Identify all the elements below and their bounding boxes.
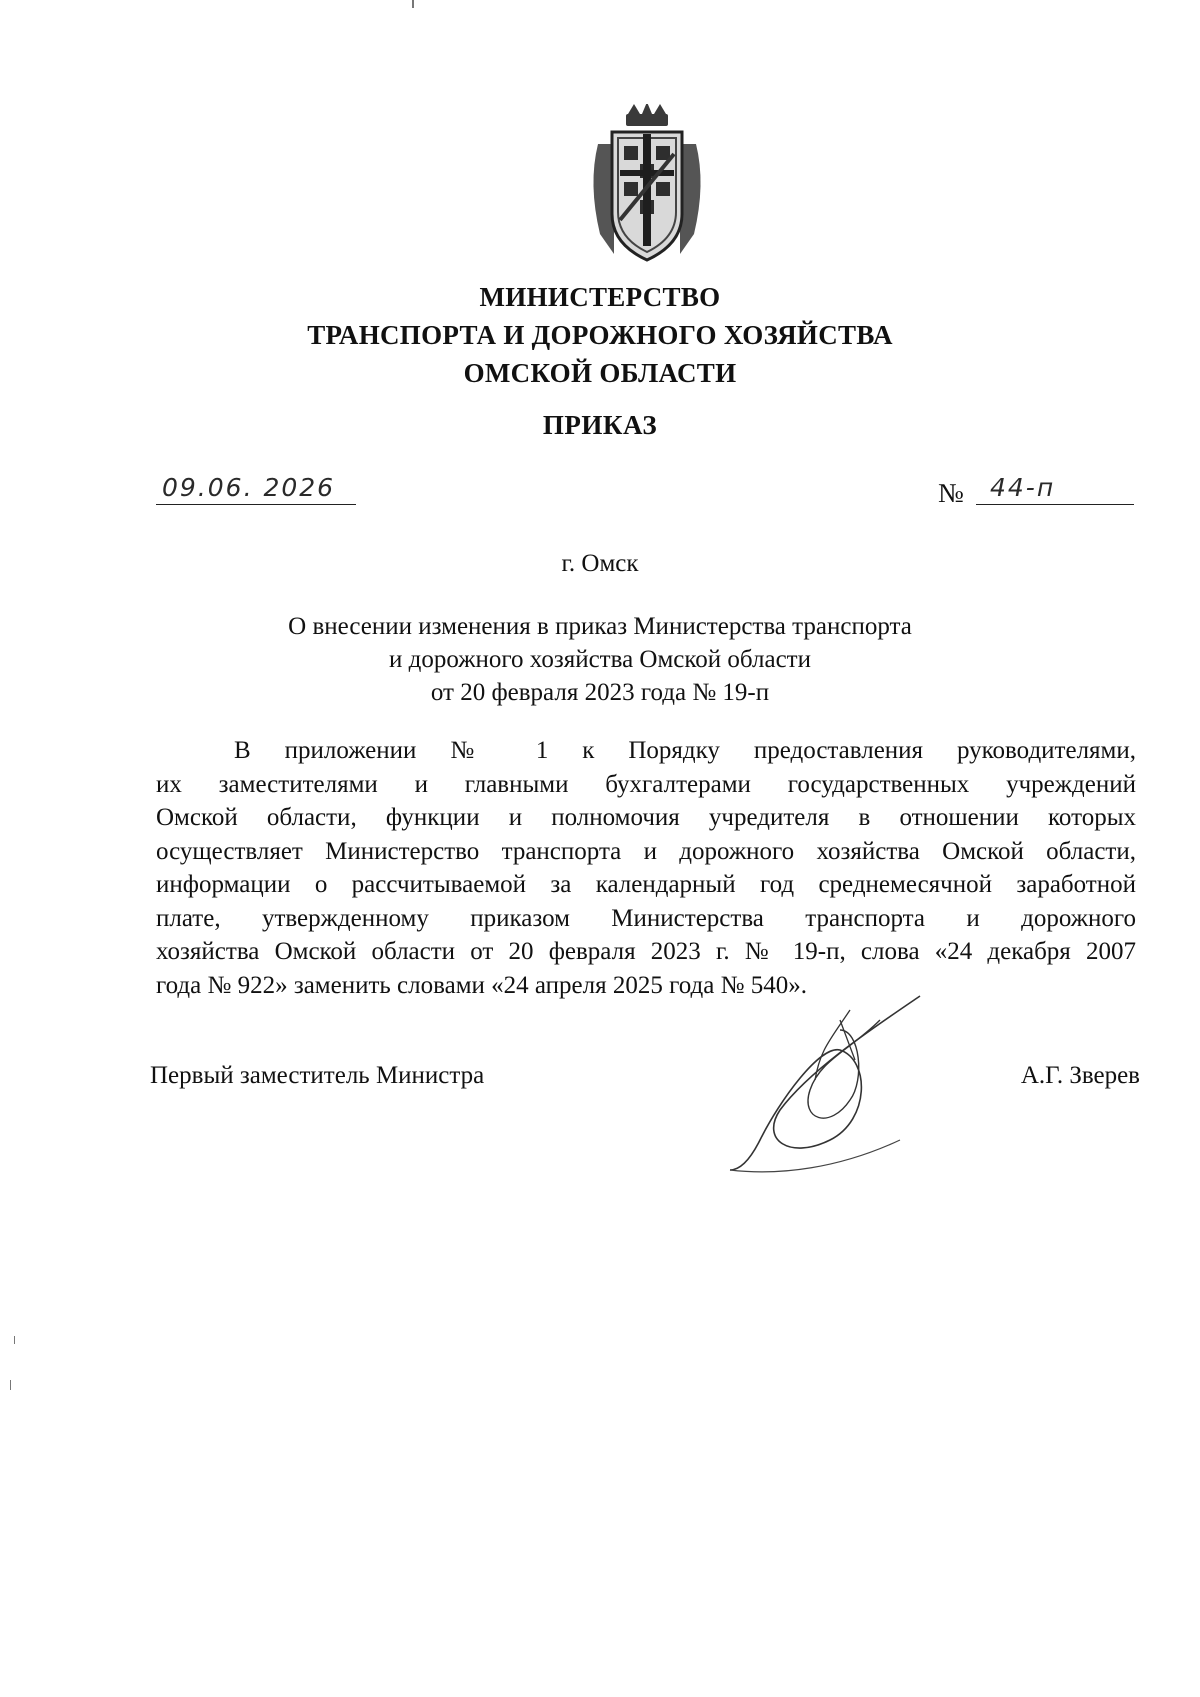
body-line: Омской области, функции и полномочия учредителя в отношении которых xyxy=(156,804,1136,831)
subject-line-1: О внесении изменения в приказ Министерства транспорта xyxy=(288,613,912,640)
subject-line-2: и дорожного хозяйства Омской области xyxy=(389,646,811,673)
number-field xyxy=(976,470,1134,505)
handwritten-date: 09.06. 2026 xyxy=(162,473,336,502)
date-field xyxy=(156,470,356,505)
scan-speck xyxy=(14,1336,15,1344)
body-line: хозяйства Омской области от 20 февраля 2023 г. № 19-п, слова «24 декабря 2007 xyxy=(156,938,1136,965)
signature-icon xyxy=(720,990,940,1180)
body-line: В приложении № 1 к Порядку предоставления руководителями, xyxy=(234,737,1136,764)
body-line: плате, утвержденному приказом Министерства транспорта и дорожного xyxy=(156,904,1136,932)
body-line: их заместителями и главными бухгалтерами государственных учреждений xyxy=(156,770,1136,798)
number-label: № xyxy=(938,478,964,508)
handwritten-number: 44-п xyxy=(990,473,1056,502)
ministry-title-line-2: ТРАНСПОРТА И ДОРОЖНОГО ХОЗЯЙСТВА xyxy=(307,320,893,350)
signer-name: А.Г. Зверев xyxy=(1020,1062,1140,1089)
scan-speck xyxy=(10,1380,11,1390)
body-line: осуществляет Министерство транспорта и дорожного хозяйства Омской области, xyxy=(156,837,1136,865)
city-line: г. Омск xyxy=(561,550,639,577)
coat-of-arms-icon xyxy=(584,104,710,264)
order-body-paragraph xyxy=(156,734,1136,1002)
order-subject xyxy=(0,610,1200,709)
ministry-title-line-3: ОМСКОЙ ОБЛАСТИ xyxy=(463,358,737,388)
body-line: года № 922» заменить словами «24 апреля 2025 года № 540». xyxy=(156,971,807,999)
signer-title: Первый заместитель Министра xyxy=(150,1062,485,1089)
scan-speck xyxy=(412,0,414,8)
body-line: информации о рассчитываемой за календарный год среднемесячной заработной xyxy=(156,871,1136,898)
ministry-title xyxy=(0,278,1200,392)
ministry-title-line-1: МИНИСТЕРСТВО xyxy=(479,282,721,312)
document-type-heading: ПРИКАЗ xyxy=(542,410,658,440)
subject-line-3: от 20 февраля 2023 года № 19-п xyxy=(430,679,770,706)
